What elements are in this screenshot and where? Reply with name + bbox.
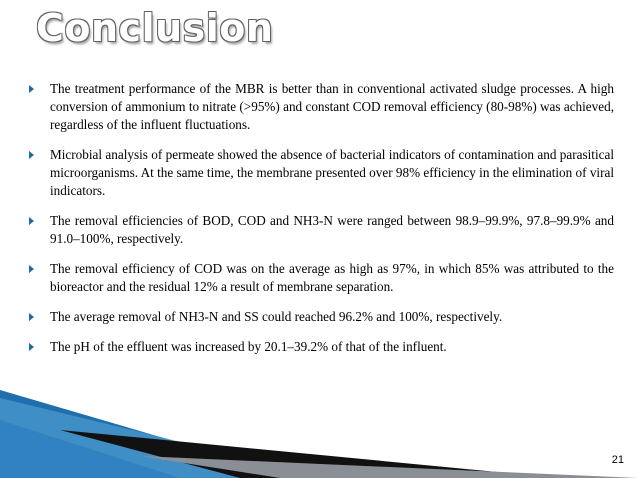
bullet-arrow-icon [29,151,34,159]
bullet-arrow-icon [29,265,34,273]
bullet-arrow-icon [29,313,34,321]
bullet-arrow-icon [29,85,34,93]
bullet-text: Microbial analysis of permeate showed the absence of bacterial indicators of contamination and parasitical microorganisms. At the same time, the membrane presented over 98% efficiency in the elimination of viral indicators. [50,147,614,198]
bullet-text: The treatment performance of the MBR is better than in conventional activated sludge processes. A high conversion of ammonium to nitrate (>95%) and constant COD removal efficiency (80-98%) was achieved, regardless of the influent fluctuations. [50,81,614,132]
bullet-list [28,80,614,368]
bullet-text: The average removal of NH3-N and SS could reached 96.2% and 100%, respectively. [50,309,503,324]
bullet-item [28,80,614,134]
bullet-text: The removal efficiency of COD was on the average as high as 97%, in which 85% was attributed to the bioreactor and the residual 12% a result of membrane separation. [50,261,614,294]
bullet-text: The pH of the effluent was increased by 20.1–39.2% of that of the influent. [50,339,447,354]
bullet-item [28,308,614,326]
page-number: 21 [611,454,624,466]
bullet-item [28,212,614,248]
bullet-item [28,260,614,296]
bullet-text: The removal efficiencies of BOD, COD and NH3-N were ranged between 98.9–99.9%, 97.8–99.9% and 91.0–100%, respectively. [50,213,614,246]
bullet-item [28,146,614,200]
bullet-item [28,338,614,356]
bullet-arrow-icon [29,343,34,351]
bullet-arrow-icon [29,217,34,225]
slide-title: Conclusion [36,6,274,50]
decorative-swoosh [0,390,638,478]
